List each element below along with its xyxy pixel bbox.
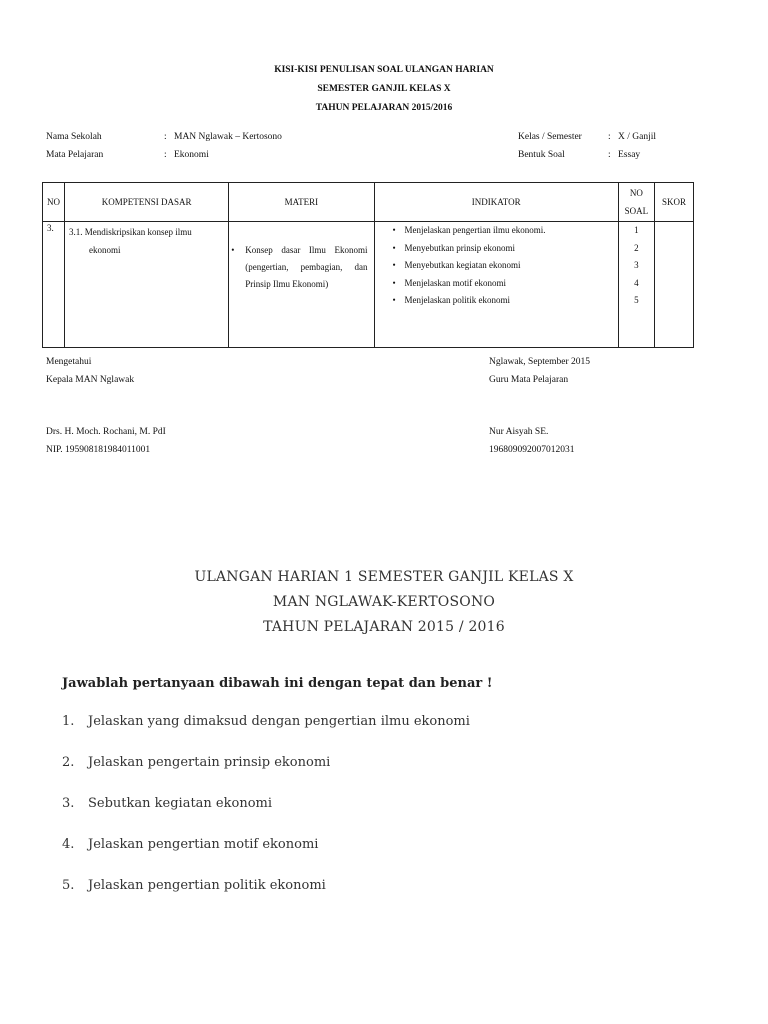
list-item: • Menjelaskan motif ekonomi [405,275,618,293]
info-value: X / Ganjil [618,132,656,142]
question-number: 1. [62,714,75,729]
info-label: Mata Pelajaran [46,150,104,160]
exam-title-line3: TAHUN PELAJARAN 2015 / 2016 [263,619,505,635]
cell-materi [229,222,374,348]
list-item [62,755,470,796]
header-materi: MATERI [229,183,374,222]
list-item [62,796,470,837]
info-label: Bentuk Soal [518,150,565,160]
row-number: 3. [47,223,54,233]
kompetensi-dasar-text [65,222,228,259]
info-row-nama-sekolah [46,128,282,146]
list-item: 4 [634,277,639,288]
cell-indikator [374,222,618,348]
info-value: MAN Nglawak – Kertosono [174,132,282,142]
info-row-bentuk-soal [518,146,656,164]
exam-instruction: Jawablah pertanyaan dibawah ini dengan tepat dan benar ! [62,676,493,691]
signature-nip: NIP. 195908181984011001 [46,445,151,455]
signature-nip: 196809092007012031 [489,445,575,455]
question-number: 4. [62,837,75,852]
info-row-kelas [518,128,656,146]
exam-section [0,565,768,893]
info-separator: : [608,132,611,142]
no-soal-list [619,222,654,310]
question-number: 3. [62,796,75,811]
signature-line2: Guru Mata Pelajaran [489,375,569,385]
list-item: 2 [634,242,639,253]
signature-line2: Kepala MAN Nglawak [46,375,135,385]
question-text: Jelaskan pengertain prinsip ekonomi [88,755,331,770]
header-no-soal [618,183,654,222]
list-item [62,878,470,919]
info-separator: : [608,150,611,160]
exam-title [0,565,768,640]
list-item: 3 [634,260,639,270]
kd-line-2: ekonomi [89,245,121,255]
signature-name: Nur Aisyah SE. [489,427,549,437]
exam-title-line2: MAN NGLAWAK-KERTOSONO [272,594,496,610]
signature-right [489,353,590,459]
info-label: Nama Sekolah [46,132,102,142]
list-item [62,714,470,755]
header-no-soal-line2: SOAL [624,206,649,216]
header-indikator: INDIKATOR [374,183,618,222]
info-label: Kelas / Semester [518,132,582,142]
header-no: NO [43,183,65,222]
exam-title-line1: ULANGAN HARIAN 1 SEMESTER GANJIL KELAS X [194,569,574,585]
materi-list [229,242,373,293]
list-item: • Menjelaskan politik ekonomi [405,292,618,310]
list-item: 5 [634,295,639,305]
list-item: • Konsep dasar Ilmu Ekonomi (pengertian, pembagian, dan Prinsip Ilmu Ekonomi) [243,242,367,293]
header-no-soal-line1: NO [629,188,643,198]
info-separator: : [164,132,167,142]
header-semester: SEMESTER GANJIL KELAS X [317,84,451,94]
info-right [518,128,656,164]
cell-skor [654,222,693,348]
indikator-list [375,222,618,310]
info-row-mata-pelajaran [46,146,282,164]
table-header-row [43,183,694,222]
question-list [62,714,470,919]
question-text: Jelaskan pengertian politik ekonomi [88,878,326,893]
info-separator: : [164,150,167,160]
question-text: Jelaskan yang dimaksud dengan pengertian ilmu ekonomi [88,714,470,729]
cell-no [43,222,65,348]
header-kompetensi-dasar: KOMPETENSI DASAR [65,183,229,222]
cell-kompetensi-dasar [65,222,229,348]
signature-line1: Nglawak, September 2015 [489,357,591,367]
question-number: 5. [62,878,75,893]
info-left [46,128,282,164]
question-text: Sebutkan kegiatan ekonomi [88,796,273,811]
header-year: TAHUN PELAJARAN 2015/2016 [315,103,453,113]
cell-no-soal [618,222,654,348]
document-header [0,61,768,118]
header-title: KISI-KISI PENULISAN SOAL ULANGAN HARIAN [274,65,494,75]
table-row [43,222,694,348]
info-value: Essay [618,150,641,160]
header-skor: SKOR [654,183,693,222]
kisi-kisi-table [42,182,694,348]
list-item: • Menjelaskan pengertian ilmu ekonomi. [405,222,618,240]
list-item: • Menyebutkan kegiatan ekonomi [405,257,618,275]
question-number: 2. [62,755,75,770]
list-item [62,837,470,878]
signature-left [46,353,166,459]
info-value: Ekonomi [174,150,209,160]
list-item: • Menyebutkan prinsip ekonomi [405,240,618,258]
signature-line1: Mengetahui [46,357,92,367]
kd-line-1: 3.1. Mendiskripsikan konsep ilmu [69,227,192,237]
list-item: 1 [634,225,639,235]
signature-name: Drs. H. Moch. Rochani, M. PdI [46,427,166,437]
question-text: Jelaskan pengertian motif ekonomi [88,837,319,852]
